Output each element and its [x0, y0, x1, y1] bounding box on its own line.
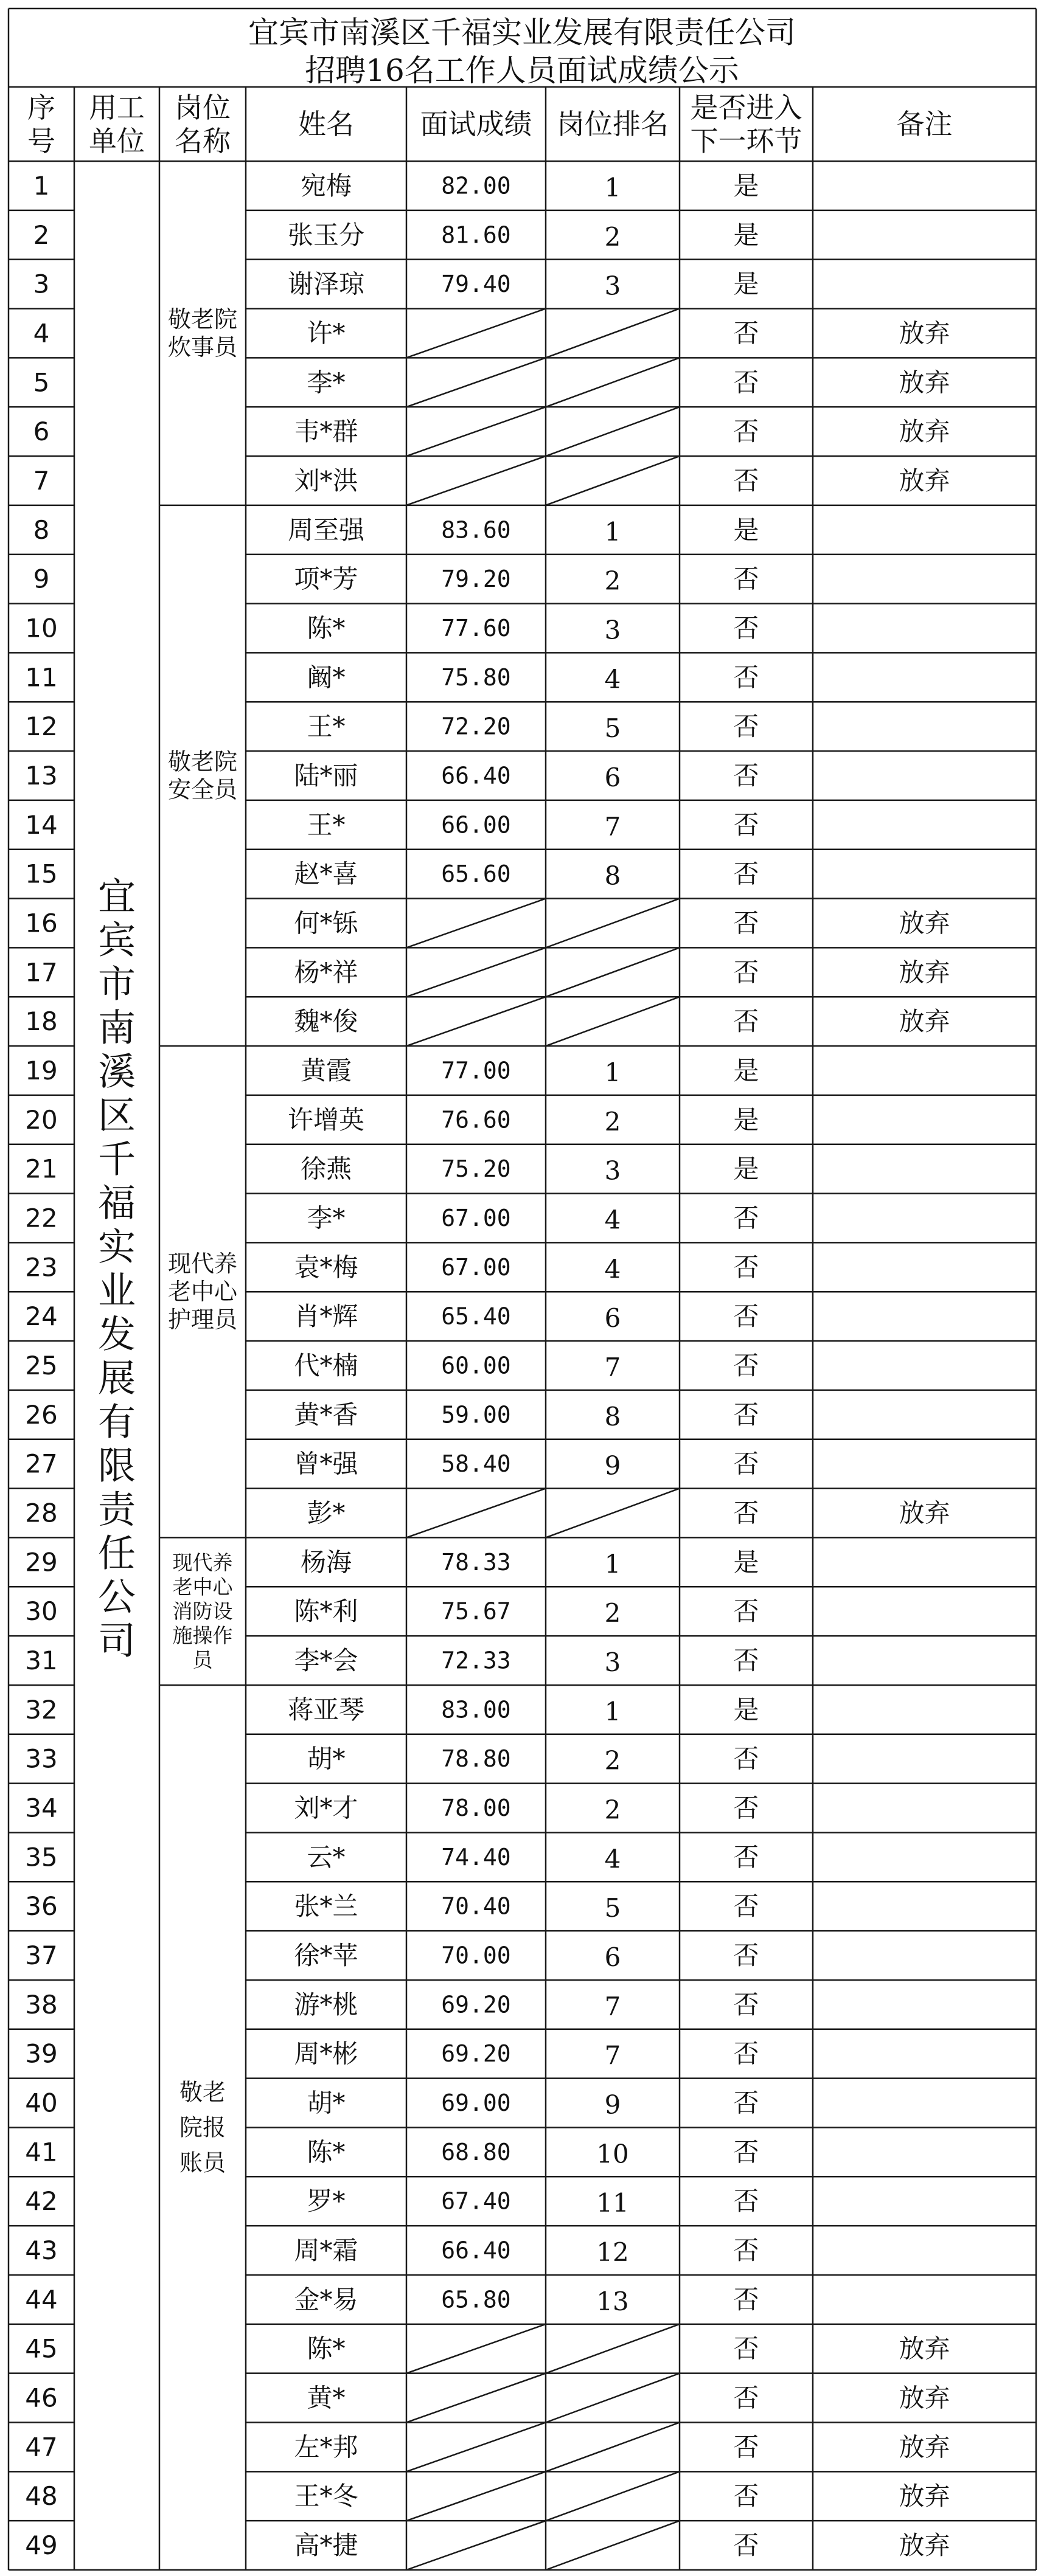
- row-seq: 24: [25, 1301, 58, 1332]
- row-advance: 否: [733, 2186, 759, 2217]
- row-advance: 是: [733, 170, 759, 201]
- employer-name: 宜宾市南溪区千福实业发展有限责任公司: [97, 874, 136, 1663]
- row-name: 李*会: [294, 1646, 358, 1676]
- position-group-label: 敬老: [179, 2079, 226, 2106]
- row-name: 游*桃: [294, 1989, 358, 2020]
- row-remark: 放弃: [899, 2333, 950, 2364]
- row-advance: 否: [733, 760, 759, 791]
- row-rank: 2: [604, 221, 621, 252]
- row-seq: 18: [25, 1006, 58, 1037]
- page-title: 宜宾市南溪区千福实业发展有限责任公司: [248, 15, 796, 50]
- row-seq: 28: [25, 1498, 58, 1528]
- row-score: 72.20: [441, 713, 511, 740]
- row-advance: 是: [733, 1055, 759, 1085]
- row-advance: 否: [733, 1498, 759, 1528]
- row-name: 周*霜: [294, 2235, 358, 2266]
- row-rank: 5: [604, 1893, 621, 1923]
- row-name: 张*兰: [294, 1891, 358, 1922]
- row-name: 张玉分: [287, 220, 365, 250]
- row-name: 陈*: [307, 2333, 346, 2364]
- row-seq: 1: [33, 170, 50, 201]
- row-seq: 43: [25, 2235, 58, 2266]
- row-rank: 8: [604, 860, 621, 891]
- row-seq: 39: [25, 2038, 58, 2069]
- row-seq: 29: [25, 1547, 58, 1577]
- row-rank: 2: [604, 566, 621, 596]
- row-score: 59.00: [441, 1401, 511, 1428]
- row-advance: 否: [733, 2088, 759, 2118]
- row-rank: 7: [604, 1352, 621, 1382]
- row-name: 谢泽琼: [287, 269, 365, 299]
- row-advance: 否: [733, 1596, 759, 1627]
- header-position: 名称: [175, 125, 231, 158]
- row-seq: 20: [25, 1104, 58, 1135]
- row-name: 左*邦: [294, 2432, 358, 2462]
- row-score: 60.00: [441, 1352, 511, 1379]
- row-name: 韦*群: [294, 417, 358, 447]
- row-advance: 否: [733, 1891, 759, 1922]
- row-advance: 否: [733, 2235, 759, 2266]
- row-seq: 8: [33, 514, 50, 545]
- row-seq: 35: [25, 1842, 58, 1872]
- row-rank: 3: [604, 271, 621, 301]
- row-advance: 否: [733, 1646, 759, 1676]
- row-rank: 2: [604, 1795, 621, 1825]
- row-name: 袁*梅: [294, 1252, 358, 1283]
- row-advance: 否: [733, 2038, 759, 2069]
- position-group-label: 院报: [179, 2114, 226, 2141]
- row-seq: 32: [25, 1694, 58, 1725]
- row-name: 金*易: [294, 2284, 358, 2315]
- position-group-label: 员: [192, 1648, 213, 1672]
- row-score: 81.60: [441, 221, 511, 249]
- row-advance: 否: [733, 1301, 759, 1332]
- row-advance: 否: [733, 1351, 759, 1380]
- row-seq: 12: [25, 712, 58, 742]
- row-advance: 否: [733, 2284, 759, 2315]
- row-name: 李*: [307, 1203, 346, 1233]
- row-score: 66.40: [441, 762, 511, 789]
- row-seq: 25: [25, 1351, 58, 1380]
- row-rank: 6: [604, 1942, 621, 1973]
- row-advance: 否: [733, 1252, 759, 1283]
- row-name: 陈*: [307, 613, 346, 643]
- row-seq: 21: [25, 1154, 58, 1184]
- row-score: 77.60: [441, 614, 511, 642]
- row-seq: 11: [25, 662, 58, 693]
- row-seq: 33: [25, 1743, 58, 1774]
- row-seq: 27: [25, 1449, 58, 1479]
- row-score: 58.40: [441, 1450, 511, 1478]
- row-name: 许*: [307, 318, 346, 348]
- row-seq: 37: [25, 1941, 58, 1971]
- row-advance: 否: [733, 2481, 759, 2512]
- header-remark: 备注: [896, 108, 953, 140]
- row-rank: 11: [596, 2188, 629, 2218]
- row-name: 胡*: [307, 2088, 346, 2118]
- row-advance: 否: [733, 367, 759, 398]
- position-group-label: 施操作: [172, 1624, 233, 1648]
- row-advance: 否: [733, 2383, 759, 2413]
- row-rank: 3: [604, 1155, 621, 1186]
- row-name: 黄*: [307, 2383, 346, 2413]
- position-group-label: 炊事员: [167, 333, 238, 361]
- row-rank: 4: [604, 1844, 621, 1874]
- row-rank: 9: [604, 1450, 621, 1481]
- row-remark: 放弃: [899, 417, 950, 447]
- row-score: 68.80: [441, 2138, 511, 2166]
- position-group-label: 护理员: [167, 1306, 238, 1334]
- row-seq: 5: [33, 367, 50, 398]
- row-score: 69.20: [441, 1991, 511, 2018]
- row-seq: 9: [33, 564, 50, 594]
- row-score: 75.20: [441, 1155, 511, 1183]
- row-score: 78.00: [441, 1795, 511, 1822]
- row-score: 67.00: [441, 1253, 511, 1281]
- row-name: 曾*强: [294, 1449, 358, 1479]
- row-rank: 2: [604, 1598, 621, 1629]
- row-advance: 是: [733, 220, 759, 250]
- row-rank: 2: [604, 1106, 621, 1137]
- row-seq: 49: [25, 2530, 58, 2561]
- row-name: 肖*辉: [294, 1301, 358, 1332]
- header-unit: 单位: [89, 125, 145, 158]
- row-seq: 2: [33, 220, 50, 250]
- header-rank: 岗位排名: [557, 108, 669, 140]
- row-score: 69.20: [441, 2040, 511, 2068]
- row-score: 78.80: [441, 1745, 511, 1773]
- row-advance: 是: [733, 514, 759, 545]
- header-position: 岗位: [175, 91, 231, 124]
- row-name: 魏*俊: [294, 1006, 358, 1037]
- row-seq: 36: [25, 1891, 58, 1922]
- row-seq: 34: [25, 1793, 58, 1823]
- row-advance: 否: [733, 613, 759, 643]
- row-name: 王*: [307, 809, 346, 840]
- row-advance: 是: [733, 1104, 759, 1135]
- row-remark: 放弃: [899, 908, 950, 938]
- row-advance: 否: [733, 662, 759, 693]
- row-rank: 4: [604, 664, 621, 694]
- row-name: 杨海: [300, 1547, 352, 1577]
- row-name: 刘*洪: [294, 465, 358, 496]
- row-advance: 否: [733, 1743, 759, 1774]
- row-remark: 放弃: [899, 2383, 950, 2413]
- row-advance: 否: [733, 465, 759, 496]
- row-score: 69.00: [441, 2090, 511, 2117]
- row-advance: 否: [733, 859, 759, 889]
- row-advance: 否: [733, 2530, 759, 2561]
- row-name: 杨*祥: [294, 957, 358, 988]
- row-advance: 是: [733, 1154, 759, 1184]
- row-seq: 4: [33, 318, 50, 348]
- row-name: 陈*: [307, 2137, 346, 2167]
- row-score: 75.80: [441, 663, 511, 691]
- row-seq: 14: [25, 809, 58, 840]
- row-advance: 否: [733, 2333, 759, 2364]
- row-advance: 否: [733, 1842, 759, 1872]
- row-score: 79.20: [441, 566, 511, 593]
- row-name: 代*楠: [294, 1351, 358, 1380]
- row-seq: 44: [25, 2284, 58, 2315]
- row-seq: 41: [25, 2137, 58, 2167]
- row-seq: 22: [25, 1203, 58, 1233]
- row-rank: 2: [604, 1745, 621, 1776]
- row-advance: 否: [733, 564, 759, 594]
- row-name: 阚*: [307, 662, 346, 693]
- row-name: 周*彬: [294, 2038, 358, 2069]
- row-seq: 42: [25, 2186, 58, 2217]
- header-advance: 下一环节: [690, 125, 802, 158]
- row-rank: 6: [604, 1303, 621, 1334]
- row-score: 66.00: [441, 811, 511, 839]
- header-advance: 是否进入: [690, 91, 802, 124]
- row-name: 李*: [307, 367, 346, 398]
- row-seq: 48: [25, 2481, 58, 2512]
- row-score: 74.40: [441, 1843, 511, 1871]
- row-name: 蒋亚琴: [287, 1694, 365, 1725]
- row-advance: 否: [733, 1399, 759, 1430]
- row-seq: 30: [25, 1596, 58, 1627]
- row-seq: 3: [33, 269, 50, 299]
- row-score: 66.40: [441, 2237, 511, 2264]
- row-score: 78.33: [441, 1548, 511, 1576]
- row-name: 宛梅: [300, 170, 352, 201]
- row-score: 70.40: [441, 1892, 511, 1920]
- row-seq: 26: [25, 1399, 58, 1430]
- page-subtitle: 招聘16名工作人员面试成绩公示: [305, 53, 739, 88]
- row-advance: 否: [733, 1793, 759, 1823]
- row-score: 83.00: [441, 1696, 511, 1723]
- row-advance: 否: [733, 1989, 759, 2020]
- row-seq: 17: [25, 957, 58, 988]
- row-advance: 否: [733, 908, 759, 938]
- row-score: 65.80: [441, 2286, 511, 2313]
- position-group-label: 敬老院: [167, 305, 238, 333]
- row-rank: 1: [604, 1696, 621, 1726]
- row-remark: 放弃: [899, 318, 950, 348]
- row-rank: 1: [604, 172, 621, 203]
- row-score: 65.40: [441, 1303, 511, 1330]
- row-seq: 7: [33, 465, 50, 496]
- position-group-label: 安全员: [167, 776, 238, 803]
- row-score: 76.60: [441, 1106, 511, 1134]
- header-unit: 用工: [89, 91, 145, 124]
- row-advance: 是: [733, 1694, 759, 1725]
- row-score: 77.00: [441, 1057, 511, 1084]
- position-group-label: 现代养: [167, 1250, 238, 1278]
- row-seq: 13: [25, 760, 58, 791]
- row-seq: 31: [25, 1646, 58, 1676]
- row-advance: 否: [733, 2432, 759, 2462]
- row-name: 黄*香: [294, 1399, 358, 1430]
- row-rank: 7: [604, 811, 621, 842]
- row-name: 项*芳: [294, 564, 358, 594]
- row-remark: 放弃: [899, 1498, 950, 1528]
- row-rank: 1: [604, 1057, 621, 1087]
- row-advance: 否: [733, 712, 759, 742]
- row-name: 王*冬: [294, 2481, 358, 2512]
- row-remark: 放弃: [899, 957, 950, 988]
- row-name: 徐燕: [300, 1154, 352, 1184]
- row-advance: 否: [733, 809, 759, 840]
- row-name: 彭*: [307, 1498, 346, 1528]
- row-rank: 6: [604, 762, 621, 792]
- row-advance: 是: [733, 1547, 759, 1577]
- row-rank: 7: [604, 2040, 621, 2071]
- row-score: 65.60: [441, 860, 511, 888]
- row-advance: 否: [733, 1449, 759, 1479]
- position-group-label: 敬老院: [167, 748, 238, 775]
- row-name: 何*铄: [294, 908, 358, 938]
- row-name: 胡*: [307, 1743, 346, 1774]
- row-rank: 10: [596, 2139, 629, 2169]
- row-rank: 4: [604, 1205, 621, 1235]
- row-name: 陈*利: [294, 1596, 358, 1627]
- row-rank: 1: [604, 1549, 621, 1579]
- header-seq: 号: [27, 125, 55, 158]
- row-name: 王*: [307, 712, 346, 742]
- row-rank: 9: [604, 2090, 621, 2120]
- row-name: 黄霞: [300, 1055, 352, 1085]
- row-score: 83.60: [441, 516, 511, 544]
- row-rank: 4: [604, 1254, 621, 1284]
- row-seq: 15: [25, 859, 58, 889]
- row-seq: 19: [25, 1055, 58, 1085]
- row-rank: 3: [604, 1647, 621, 1678]
- row-advance: 否: [733, 1941, 759, 1971]
- position-group-label: 老中心: [172, 1575, 233, 1599]
- position-group-label: 老中心: [167, 1278, 238, 1306]
- row-rank: 7: [604, 1991, 621, 2021]
- row-remark: 放弃: [899, 367, 950, 398]
- row-name: 云*: [307, 1842, 346, 1872]
- row-name: 周至强: [287, 514, 365, 545]
- position-group-label: 消防设: [172, 1599, 233, 1624]
- row-seq: 6: [33, 417, 50, 447]
- row-seq: 38: [25, 1989, 58, 2020]
- row-advance: 是: [733, 269, 759, 299]
- row-name: 罗*: [307, 2186, 346, 2217]
- row-score: 67.40: [441, 2187, 511, 2215]
- row-seq: 16: [25, 908, 58, 938]
- row-rank: 12: [596, 2237, 629, 2268]
- row-remark: 放弃: [899, 465, 950, 496]
- row-advance: 否: [733, 417, 759, 447]
- row-name: 刘*才: [294, 1793, 358, 1823]
- header-score: 面试成绩: [420, 108, 532, 140]
- row-rank: 8: [604, 1401, 621, 1432]
- row-name: 许增英: [287, 1104, 365, 1135]
- row-score: 75.67: [441, 1598, 511, 1625]
- header-seq: 序: [27, 91, 55, 124]
- row-score: 70.00: [441, 1942, 511, 1969]
- row-seq: 45: [25, 2333, 58, 2364]
- header-name: 姓名: [298, 108, 354, 140]
- row-remark: 放弃: [899, 2530, 950, 2561]
- row-seq: 10: [25, 613, 58, 643]
- row-name: 高*捷: [294, 2530, 358, 2561]
- row-seq: 23: [25, 1252, 58, 1283]
- row-score: 79.40: [441, 271, 511, 298]
- row-remark: 放弃: [899, 2481, 950, 2512]
- row-seq: 40: [25, 2088, 58, 2118]
- row-score: 67.00: [441, 1204, 511, 1231]
- position-group-label: 现代养: [172, 1551, 233, 1575]
- row-rank: 5: [604, 713, 621, 744]
- row-remark: 放弃: [899, 2432, 950, 2462]
- row-advance: 否: [733, 957, 759, 988]
- row-name: 徐*苹: [294, 1941, 358, 1971]
- row-name: 赵*喜: [294, 859, 358, 889]
- row-advance: 否: [733, 1203, 759, 1233]
- row-advance: 否: [733, 2137, 759, 2167]
- row-advance: 否: [733, 318, 759, 348]
- row-score: 82.00: [441, 172, 511, 199]
- row-remark: 放弃: [899, 1006, 950, 1037]
- row-rank: 13: [596, 2286, 629, 2316]
- row-seq: 46: [25, 2383, 58, 2413]
- row-advance: 否: [733, 1006, 759, 1037]
- row-name: 陆*丽: [294, 760, 358, 791]
- row-seq: 47: [25, 2432, 58, 2462]
- position-group-label: 账员: [179, 2149, 226, 2176]
- row-rank: 3: [604, 615, 621, 645]
- row-rank: 1: [604, 516, 621, 547]
- row-score: 72.33: [441, 1647, 511, 1674]
